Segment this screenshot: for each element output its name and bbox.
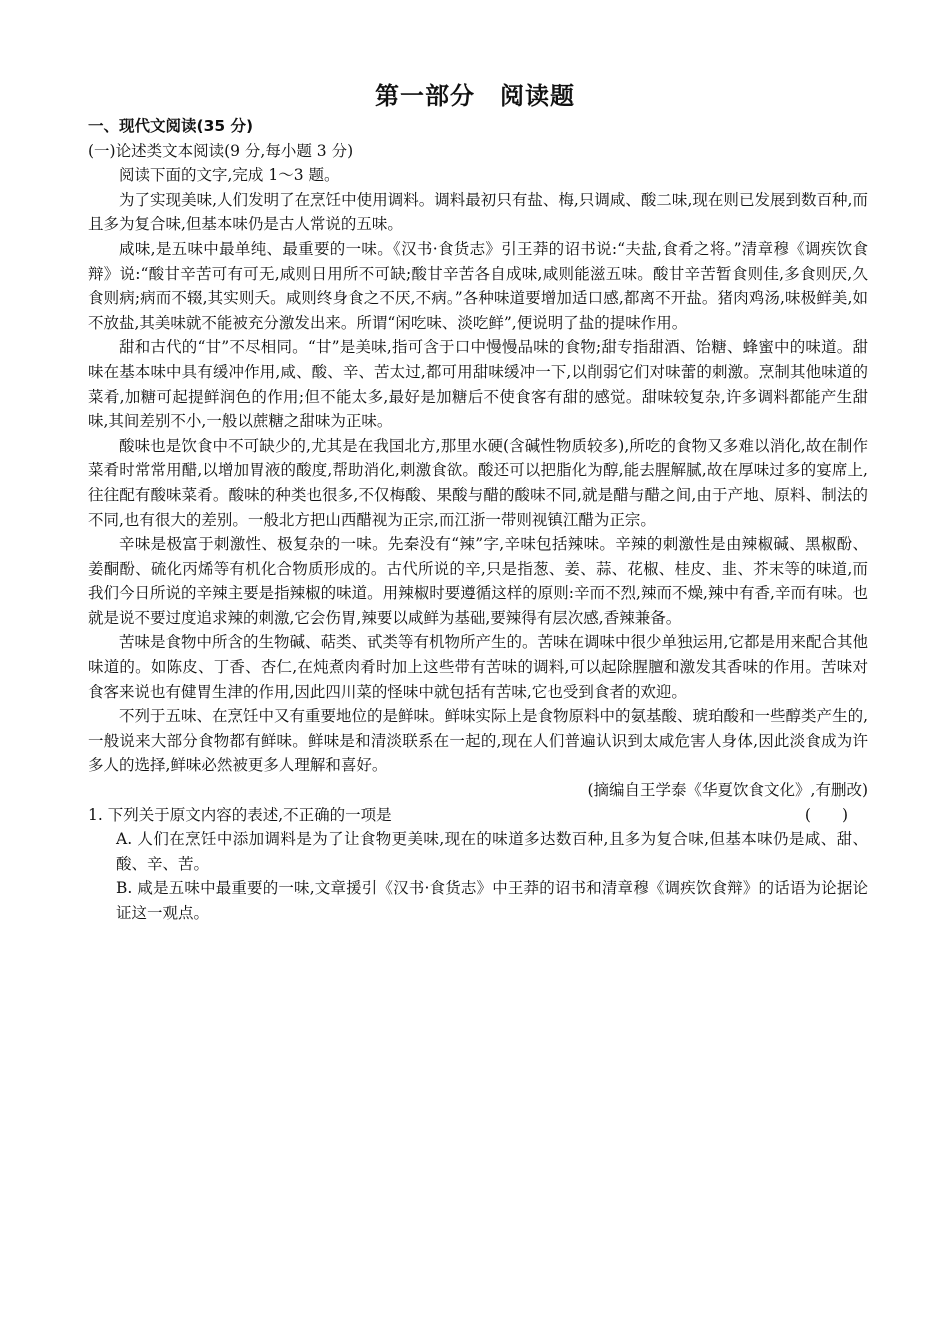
reading-section <box>88 114 868 926</box>
question-stem: 1. 下列关于原文内容的表述,不正确的一项是 <box>88 805 392 824</box>
instruction-text: 阅读下面的文字,完成 1～3 题。 <box>119 166 340 185</box>
section-heading: 一、现代文阅读(35 分) <box>88 117 254 135</box>
option-a: A. 人们在烹饪中添加调料是为了让食物更美味,现在的味道多达数百种,且多为复合味,但基本味仍是咸、甜、酸、辛、苦。 <box>116 830 868 873</box>
answer-bracket: ( ) <box>804 805 848 824</box>
page-title: 第一部分 阅读题 <box>375 82 575 110</box>
paragraph-1: 为了实现美味,人们发明了在烹饪中使用调料。调料最初只有盐、梅,只调咸、酸二味,现在则已发展到数百种,而且多为复合味,但基本味仍是古人常说的五味。 <box>88 190 868 234</box>
question-1 <box>88 803 868 828</box>
paragraph-6: 苦味是食物中所含的生物碱、萜类、甙类等有机物所产生的。苦味在调味中很少单独运用,它都是用来配合其他味道的。如陈皮、丁香、杏仁,在炖煮肉肴时加上这些带有苦味的调料,可以起除腥膻和激发其香味的作用。苦味对食客来说也有健胃生津的作用,因此四川菜的怪味中就包括有苦味,它也受到食者的欢迎。 <box>88 633 868 701</box>
paragraph-5: 辛味是极富于刺激性、极复杂的一味。先秦没有“辣”字,辛味包括辣味。辛辣的刺激性是由辣椒碱、黑椒酚、姜酮酚、硫化丙烯等有机化合物质形成的。古代所说的辛,只是指葱、姜、蒜、花椒、桂皮、韭、芥末等的味道,而我们今日所说的辛辣主要是指辣椒的味道。用辣椒时要遵循这样的原则:辛而不烈,辣而不燥,辣中有香,辛而有味。也就是说不要过度追求辣的刺激,它会伤胃,辣要以咸鲜为基础,要辣得有层次感,香辣兼备。 <box>88 535 868 627</box>
paragraph-2: 咸味,是五味中最单纯、最重要的一味。《汉书·食货志》引王莽的诏书说:“夫盐,食肴之将。”清章穆《调疾饮食辩》说:“酸甘辛苦可有可无,咸则日用所不可缺;酸甘辛苦各自成味,咸则能滋五味。酸甘辛苦暂食则佳,多食则厌,久食则病;病而不辍,其实则夭。咸则终身食之不厌,不病。”各种味道要增加适口感,都离不开盐。猪肉鸡汤,味极鲜美,如不放盐,其美味就不能被充分激发出来。所谓“闲吃味、淡吃鲜”,便说明了盐的提味作用。 <box>88 239 868 332</box>
paragraph-4: 酸味也是饮食中不可缺少的,尤其是在我国北方,那里水硬(含碱性物质较多),所吃的食物又多难以消化,故在制作菜肴时常常用醋,以增加胃液的酸度,帮助消化,刺激食欲。酸还可以把脂化为醇,能去腥解腻,故在厚味过多的宴席上,往往配有酸味菜肴。酸味的种类也很多,不仅梅酸、果酸与醋的酸味不同,就是醋与醋之间,由于产地、原料、制法的不同,也有很大的差别。一般北方把山西醋视为正宗,而江浙一带则视镇江醋为正宗。 <box>88 436 868 529</box>
paragraph-7: 不列于五味、在烹饪中又有重要地位的是鲜味。鲜味实际上是食物原料中的氨基酸、琥珀酸和一些醇类产生的,一般说来大部分食物都有鲜味。鲜味是和清淡联系在一起的,现在人们普遍认识到太咸危害人身体,因此淡食成为许多人的选择,鲜味必然被更多人理解和喜好。 <box>88 707 868 775</box>
option-b: B. 咸是五味中最重要的一味,文章援引《汉书·食货志》中王莽的诏书和清章穆《调疾饮食辩》的话语为论据论证这一观点。 <box>116 879 868 922</box>
sub-section-heading: (一)论述类文本阅读(9 分,每小题 3 分) <box>88 141 354 160</box>
paragraph-3: 甜和古代的“甘”不尽相同。“甘”是美味,指可含于口中慢慢品味的食物;甜专指甜酒、饴糖、蜂蜜中的味道。甜味在基本味中具有缓冲作用,咸、酸、辛、苦太过,都可用甜味缓冲一下,以削弱它们对味蕾的刺激。烹制其他味道的菜肴,加糖可起提鲜润色的作用;但不能太多,最好是加糖后不使食客有甜的感觉。甜味较复杂,许多调料都能产生甜味,其间差别不小,一般以蔗糖之甜味为正味。 <box>88 338 868 431</box>
source-citation: (摘编自王学泰《华夏饮食文化》,有删改) <box>587 781 868 800</box>
